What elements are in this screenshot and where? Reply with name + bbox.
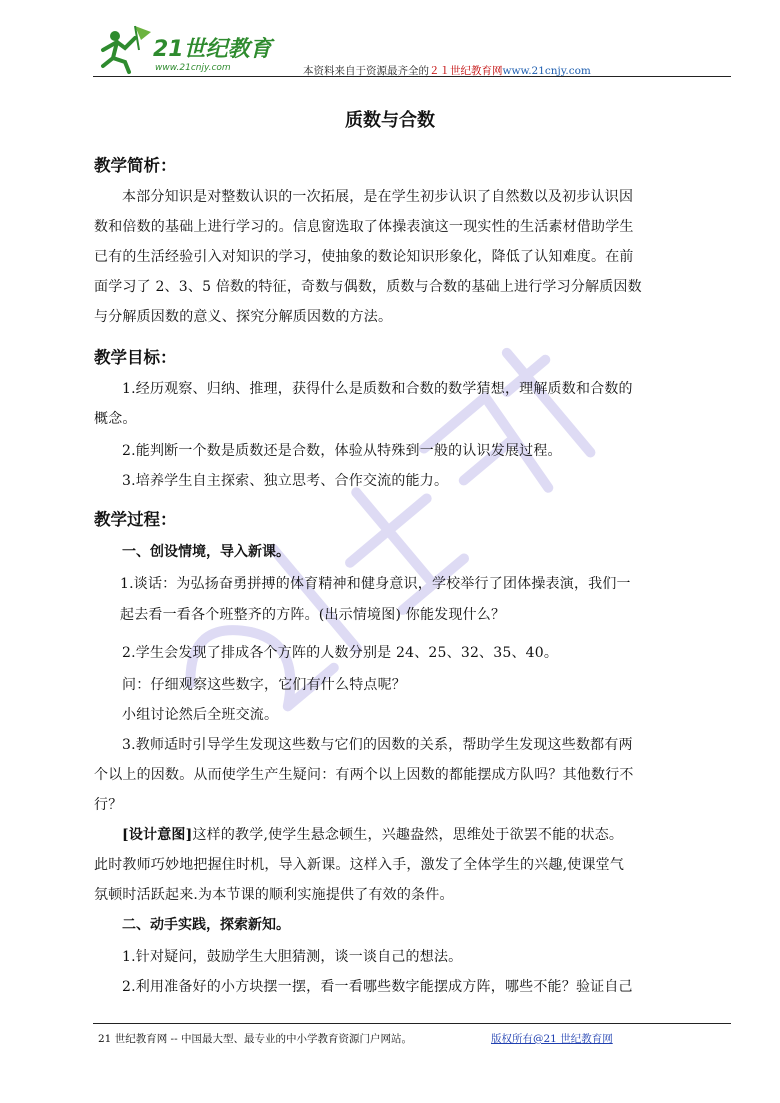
step1-line: 起去看一看各个班整齐的方阵。(出示情境图) 你能发现什么？: [120, 607, 506, 623]
design-intent-line: [122, 824, 623, 844]
step1-line: 3.教师适时引导学生发现这些数与它们的因数的关系，帮助学生发现这些数都有两: [122, 737, 633, 753]
goal-line: 1.经历观察、归纳、推理，获得什么是质数和合数的数学猜想，理解质数和合数的: [122, 381, 633, 397]
step1-line: 个以上的因数。从而使学生产生疑问：有两个以上因数的都能摆成方队吗？其他数行不: [94, 767, 634, 783]
footer-copyright-link[interactable]: 版权所有@21 世纪教育网: [491, 1033, 613, 1045]
header-note-brand[interactable]: ２１世纪教育网: [429, 65, 503, 77]
design-line: 氛顿时活跃起来.为本节课的顺利实施提供了有效的条件。: [94, 887, 454, 903]
analysis-line: 已有的生活经验引入对知识的学习，使抽象的数论知识形象化，降低了认知难度。在前: [94, 249, 634, 265]
analysis-heading: 教学简析：: [94, 156, 177, 175]
process-heading: 教学过程：: [94, 510, 177, 529]
analysis-line: 面学习了 2、3、5 倍数的特征，奇数与偶数，质数与合数的基础上进行学习分解质因数: [94, 279, 642, 295]
goal-line: 概念。: [94, 411, 137, 427]
analysis-line: 本部分知识是对整数认识的一次拓展，是在学生初步认识了自然数以及初步认识因: [122, 189, 634, 205]
step2-line: 1.针对疑问，鼓励学生大胆猜测，谈一谈自己的想法。: [122, 949, 463, 965]
goals-heading: 教学目标：: [94, 348, 177, 367]
step2-line: 2.利用准备好的小方块摆一摆，看一看哪些数字能摆成方阵，哪些不能？验证自己: [122, 979, 633, 995]
step1-line: 1.谈话：为弘扬奋勇拼搏的体育精神和健身意识，学校举行了团体操表演，我们一: [120, 576, 631, 592]
header-note-url[interactable]: www.21cnjy.com: [502, 65, 591, 77]
footer-divider: [93, 1023, 731, 1024]
document-title: 质数与合数: [345, 110, 435, 131]
step1-line: 2.学生会发现了排成各个方阵的人数分别是 24、25、32、35、40。: [122, 645, 559, 661]
step1-line: 问：仔细观察这些数字，它们有什么特点呢？: [122, 677, 406, 693]
step1-heading: 一、创设情境，导入新课。: [122, 544, 290, 560]
analysis-line: 数和倍数的基础上进行学习的。信息窗选取了体操表演这一现实性的生活素材借助学生: [94, 219, 634, 235]
design-intent-label: [设计意图]: [122, 827, 193, 843]
goal-line: 3.培养学生自主探索、独立思考、合作交流的能力。: [122, 473, 449, 489]
header-note-prefix: 本资料来自于资源最齐全的: [303, 65, 429, 77]
footer-text: 21 世纪教育网 -- 中国最大型、最专业的中小学教育资源门户网站。: [98, 1033, 412, 1045]
design-line: 此时教师巧妙地把握住时机，导入新课。这样入手，激发了全体学生的兴趣,使课堂气: [94, 857, 625, 873]
header-divider: [93, 76, 731, 77]
logo-url: www.21cnjy.com: [155, 63, 231, 73]
step2-heading: 二、动手实践，探索新知。: [122, 917, 290, 933]
goal-line: 2.能判断一个数是质数还是合数，体验从特殊到一般的认识发展过程。: [122, 443, 562, 459]
design-intent-text: 这样的教学,使学生悬念顿生，兴趣盎然，思维处于欲罢不能的状态。: [192, 827, 624, 843]
step1-line: 行？: [94, 797, 123, 813]
site-logo: [95, 20, 285, 78]
analysis-line: 与分解质因数的意义、探究分解质因数的方法。: [94, 309, 393, 325]
logo-text: 21世纪教育: [153, 37, 272, 62]
step1-line: 小组讨论然后全班交流。: [122, 707, 279, 723]
